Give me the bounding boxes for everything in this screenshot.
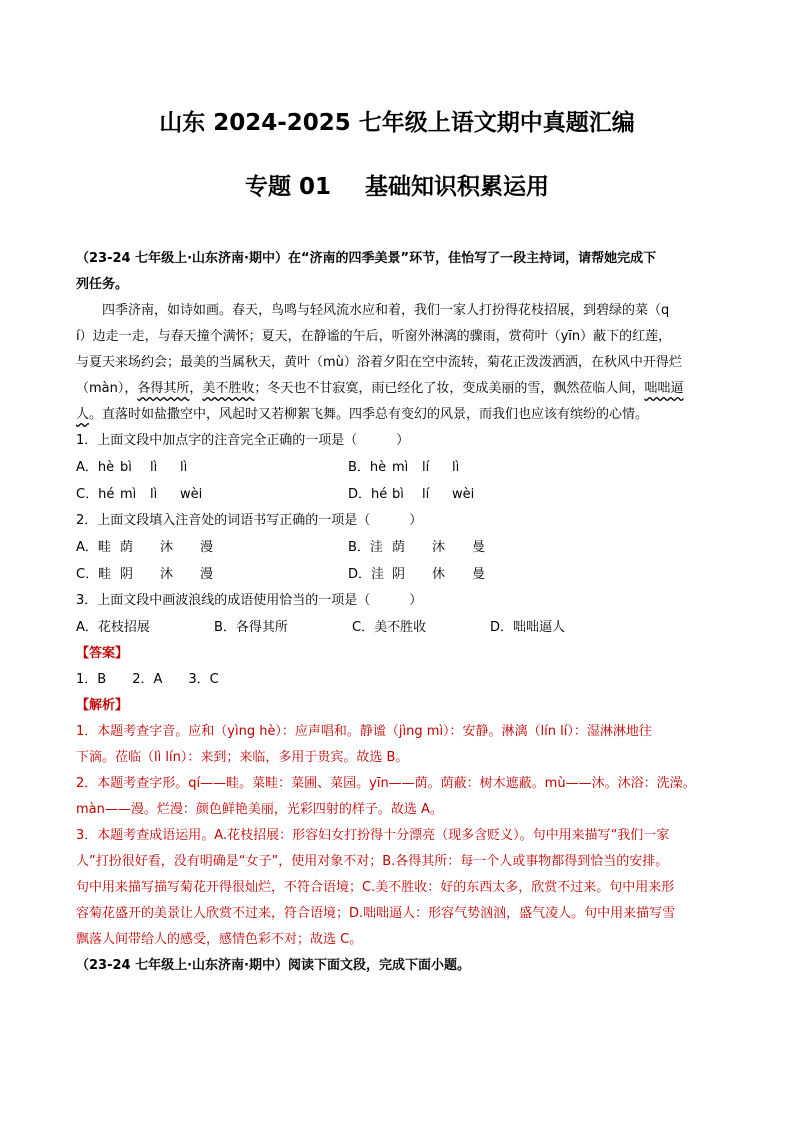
passage-text: 。直落时如盐撒空中，风起时又若柳絮飞舞。四季总有变幻的风景，而我们也应该有缤纷的心情。 (89, 407, 649, 422)
option (348, 534, 620, 561)
option-text: 曼 (472, 567, 486, 582)
option-row (76, 534, 726, 561)
option-text: 沐 (432, 540, 446, 555)
analysis-line: 3．本题考查成语运用。A.花枝招展：形容妇女打扮得十分漂亮（现多含贬义）。句中用来描写“我们一家 (76, 828, 670, 843)
option-text: 阴 (120, 567, 134, 582)
option (76, 481, 348, 508)
option-text: D．咄咄逼人 (490, 620, 566, 635)
document-body (76, 246, 726, 979)
section-name: 基础知识积累运用 (365, 174, 549, 200)
option (76, 561, 348, 588)
option-text: mì (120, 487, 137, 502)
option-text: D．hé (348, 487, 388, 502)
option-text: lí (422, 460, 430, 475)
option (76, 454, 348, 481)
question-stem: 2．上面文段填入注音处的词语书写正确的一项是（ ） (76, 513, 423, 528)
answer-label: 【答案】 (76, 646, 129, 661)
option-text: B．hè (348, 460, 387, 475)
wavy-idiom: 人 (76, 407, 90, 422)
option (76, 534, 348, 561)
option-text: wèi (180, 487, 203, 502)
option-text: bì (120, 460, 132, 475)
option-text: 沐 (160, 540, 174, 555)
analysis-line: 1．本题考查字音。应和（yìng hè）：应声唱和。静谧（jìng mì）：安静。淋漓（lín lí）：湿淋淋地往 (76, 724, 652, 739)
answer-text: 1．B 2．A 3．C (76, 672, 219, 687)
intro-line: 列任务。 (76, 277, 129, 292)
option-text: B．洼 (348, 540, 383, 555)
option-text: A．hè (76, 460, 115, 475)
passage-line: í）边走一走，与春天撞个满怀；夏天，在静谧的午后，听窗外淋漓的骤雨，赏荷叶（yīn）蔽下的红莲， (76, 329, 672, 344)
option-text: C．hé (76, 487, 115, 502)
passage-text: ；冬天也不甘寂寞，雨已经化了妆，变成美丽的雪，飘然莅临人间， (254, 381, 645, 396)
option-row (76, 614, 726, 641)
option-text: D．洼 (348, 567, 385, 582)
analysis-line: 飘落人间带给人的感受，感情色彩不对；故选 C。 (76, 932, 363, 947)
option (348, 481, 620, 508)
option-text: lì (180, 460, 188, 475)
analysis-line: màn——漫。烂漫：颜色鲜艳美丽，光彩四射的样子。故选 A。 (76, 802, 443, 817)
question-stem: 3．上面文段中画波浪线的成语使用恰当的一项是（ ） (76, 593, 423, 608)
intro-line: （23-24 七年级上·山东济南·期中）在“济南的四季美景”环节，佳怡写了一段主持词，请帮她完成下 (76, 251, 657, 266)
option-row (76, 561, 726, 588)
option-text: lì (150, 487, 158, 502)
passage-line: 与夏天来场约会；最美的当属秋天，黄叶（mù）浴着夕阳在空中流转，菊花正泼泼洒洒，在秋风中开得烂 (76, 355, 682, 370)
option-text: 荫 (392, 540, 406, 555)
option-text: lì (452, 460, 460, 475)
option-text: 漫 (200, 540, 214, 555)
option-row (76, 454, 726, 481)
option-text: B．各得其所 (214, 620, 288, 635)
analysis-line: 人”打扮很好看，没有明确是“女子”，使用对象不对；B.各得其所：每一个人或事物都得到恰当的安排。 (76, 854, 669, 869)
wavy-idiom: 美不胜收 (202, 381, 255, 396)
option (348, 561, 620, 588)
option-row (76, 481, 726, 508)
section-code: 专题 01 (244, 174, 331, 200)
option-text: A．畦 (76, 540, 111, 555)
option-text: 漫 (200, 567, 214, 582)
option-text: wèi (452, 487, 475, 502)
question-stem: 1．上面文段中加点字的注音完全正确的一项是（ ） (76, 433, 410, 448)
passage-text: （màn）， (76, 381, 138, 396)
option-text: C．畦 (76, 567, 112, 582)
option-text: lì (150, 460, 158, 475)
analysis-line: 2．本题考查字形。qí——畦。菜畦：菜圃、菜园。yīn——荫。荫蔽：树木遮蔽。mù——沐。沐浴：洗澡。 (76, 776, 696, 791)
analysis-label: 【解析】 (76, 698, 129, 713)
passage-line (76, 376, 726, 402)
option-text: A．花枝招展 (76, 620, 150, 635)
page-title: 山东 2024-2025 七年级上语文期中真题汇编 (159, 110, 635, 136)
passage-line (76, 402, 726, 428)
option-text: 曼 (472, 540, 486, 555)
passage-line: 四季济南，如诗如画。春天，鸟鸣与轻风流水应和着，我们一家人打扮得花枝招展，到碧绿的菜（q (102, 303, 670, 318)
passage-text: ， (189, 381, 203, 396)
analysis-line: 下滴。莅临（lì lín）：来到；来临，多用于贵宾。故选 B。 (76, 750, 409, 765)
analysis-line: 句中用来描写描写菊花开得很灿烂，不符合语境；C.美不胜收：好的东西太多，欣赏不过来。句中用来形 (76, 880, 675, 895)
option-text: 荫 (120, 540, 134, 555)
next-question-intro: （23-24 七年级上·山东济南·期中）阅读下面文段，完成下面小题。 (76, 958, 470, 973)
option-text: lí (422, 487, 430, 502)
analysis-line: 容菊花盛开的美景让人欣赏不过来，符合语境；D.咄咄逼人：形容气势汹汹，盛气凌人。句中用来描写雪 (76, 906, 676, 921)
option-text: mì (392, 460, 409, 475)
option-text: 沐 (160, 567, 174, 582)
section-title (0, 168, 794, 201)
option-text: bì (392, 487, 404, 502)
option-text: 阴 (392, 567, 406, 582)
wavy-idiom: 各得其所 (137, 381, 190, 396)
option-text: C．美不胜收 (352, 620, 427, 635)
wavy-idiom: 咄咄逼 (644, 381, 684, 396)
option (348, 454, 620, 481)
option-text: 休 (432, 567, 446, 582)
